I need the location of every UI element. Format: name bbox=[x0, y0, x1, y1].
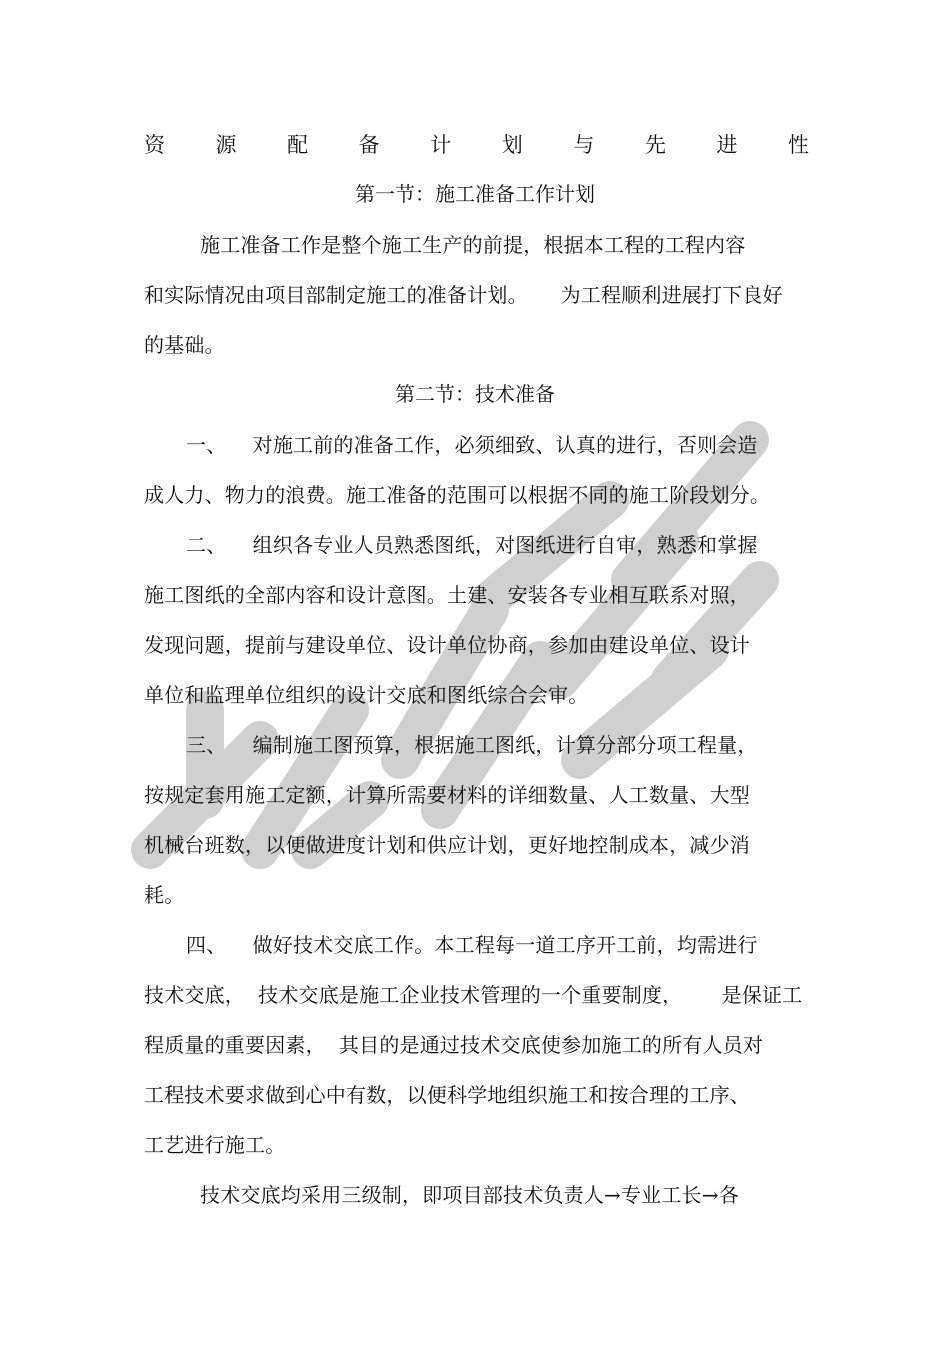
paragraph-line: 机械台班数，以便做进度计划和供应计划，更好地控制成本，减少消 bbox=[144, 833, 750, 857]
paragraph-line: 和实际情况由项目部制定施工的准备计划。 为工程顺利进展打下良好 bbox=[144, 283, 783, 307]
title-char: 备 bbox=[358, 133, 380, 157]
title-char: 性 bbox=[787, 133, 809, 157]
paragraph-line: 工程技术要求做到心中有数，以便科学地组织施工和按合理的工序、 bbox=[144, 1083, 750, 1107]
paragraph-line: 单位和监理单位组织的设计交底和图纸综合会审。 bbox=[144, 683, 589, 707]
title-char: 划 bbox=[501, 133, 523, 157]
paragraph-line: 技术交底均采用三级制，即项目部技术负责人→专业工长→各 bbox=[200, 1183, 739, 1207]
section1-heading: 第一节：施工准备工作计划 bbox=[355, 182, 595, 206]
paragraph-line: 三、 编制施工图预算，根据施工图纸，计算分部分项工程量， bbox=[186, 733, 758, 757]
title-char: 进 bbox=[716, 133, 738, 157]
paragraph-line: 成人力、物力的浪费。施工准备的范围可以根据不同的施工阶段划分。 bbox=[144, 483, 771, 507]
paragraph-line: 施工准备工作是整个施工生产的前提，根据本工程的工程内容 bbox=[200, 233, 746, 257]
paragraph-line: 一、 对施工前的准备工作，必须细致、认真的进行，否则会造 bbox=[186, 433, 758, 457]
paragraph-line: 施工图纸的全部内容和设计意图。土建、安装各专业相互联系对照， bbox=[144, 583, 750, 607]
document-title bbox=[144, 130, 809, 160]
title-char: 与 bbox=[573, 133, 595, 157]
paragraph-line: 技术交底， 技术交底是施工企业技术管理的一个重要制度， 是保证工 bbox=[144, 983, 803, 1007]
title-char: 先 bbox=[644, 133, 666, 157]
section2-heading: 第二节：技术准备 bbox=[395, 382, 555, 406]
title-char: 源 bbox=[215, 133, 237, 157]
paragraph-line: 耗。 bbox=[144, 883, 185, 907]
paragraph-line: 二、 组织各专业人员熟悉图纸，对图纸进行自审，熟悉和掌握 bbox=[186, 533, 758, 557]
paragraph-line: 的基础。 bbox=[144, 333, 225, 357]
title-char: 计 bbox=[430, 133, 452, 157]
title-char: 配 bbox=[287, 133, 309, 157]
paragraph-line: 程质量的重要因素， 其目的是通过技术交底使参加施工的所有人员对 bbox=[144, 1033, 764, 1057]
title-char: 资 bbox=[144, 133, 165, 157]
paragraph-line: 四、 做好技术交底工作。本工程每一道工序开工前，均需进行 bbox=[186, 933, 758, 957]
paragraph-line: 按规定套用施工定额，计算所需要材料的详细数量、人工数量、大型 bbox=[144, 783, 750, 807]
paragraph-line: 发现问题，提前与建设单位、设计单位协商，参加由建设单位、设计 bbox=[144, 633, 750, 657]
paragraph-line: 工艺进行施工。 bbox=[144, 1133, 286, 1157]
